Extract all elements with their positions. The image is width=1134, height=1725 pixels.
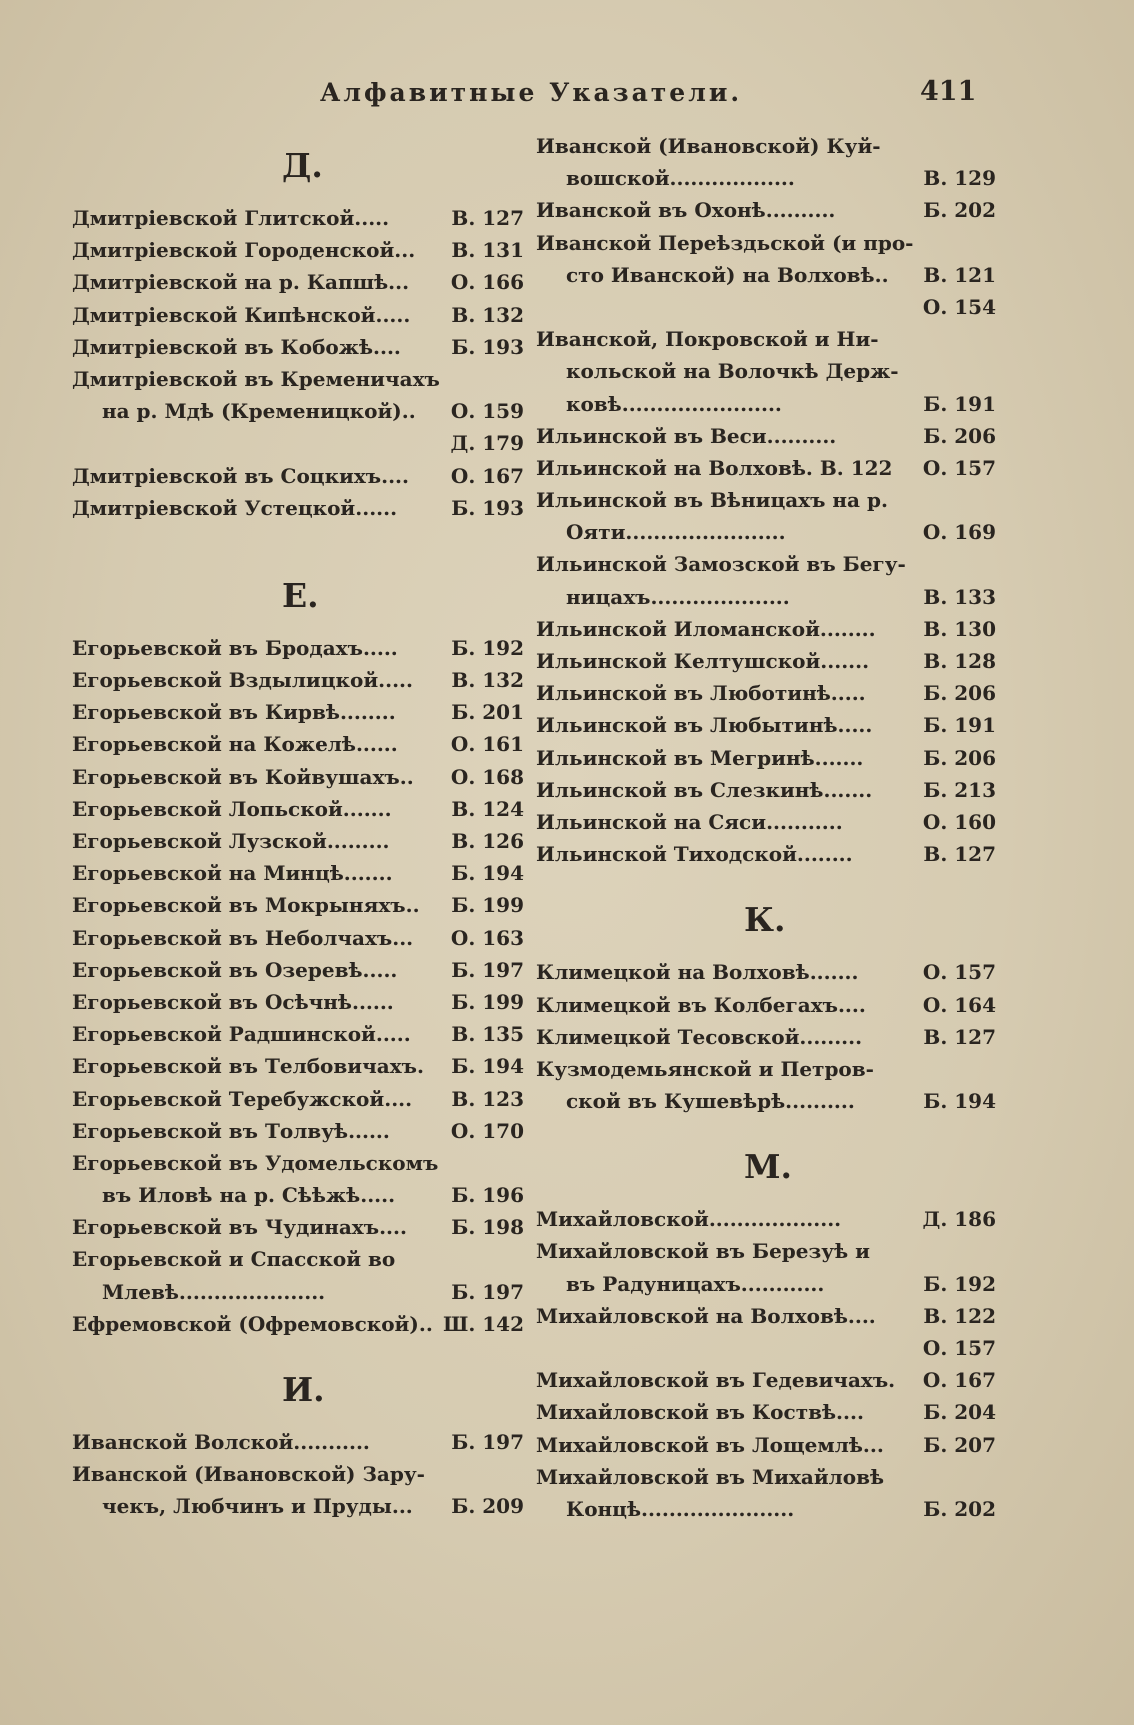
entry-text: Егорьевской въ Неболчахъ... [72, 925, 414, 950]
entry-text: Кузмодемьянской и Петров- [536, 1056, 874, 1081]
entry-text: кольской на Волочкѣ Держ- [566, 359, 899, 384]
index-entry [72, 492, 524, 524]
entry-reference: Б. 206 [923, 681, 996, 706]
index-entry [536, 484, 996, 516]
entry-reference: Ш. 142 [442, 1311, 524, 1336]
index-entry [536, 1085, 996, 1117]
entry-text: Ильинской въ Вѣницахъ на р. [536, 488, 888, 513]
entry-reference: Д. 186 [922, 1207, 996, 1232]
index-entry [72, 266, 524, 298]
entry-text: Егорьевской въ Бродахъ..... [72, 635, 398, 660]
entry-text: Дмитріевской на р. Капшѣ... [72, 270, 410, 295]
entry-reference: Б. 206 [923, 423, 996, 448]
left-column [72, 130, 524, 1523]
entry-reference: Б. 194 [451, 861, 524, 886]
entry-text: Дмитріевской въ Кобожѣ.... [72, 334, 401, 359]
entry-reference: В. 135 [451, 1022, 524, 1047]
entry-reference: Б. 199 [451, 893, 524, 918]
index-entry [72, 1243, 524, 1275]
section-letter: К. [744, 900, 786, 940]
index-entry [536, 452, 996, 484]
section-letter: Е. [282, 575, 319, 615]
entry-text: Егорьевской на Минцѣ....... [72, 861, 393, 886]
entry-reference: Б. 202 [923, 198, 996, 223]
entry-reference: В. 123 [451, 1086, 524, 1111]
entry-text: Егорьевской въ Чудинахъ.... [72, 1215, 407, 1240]
index-entry [72, 1147, 524, 1179]
entry-reference: В. 122 [923, 1303, 996, 1328]
section-letter: М. [744, 1147, 793, 1187]
entry-text: Иванской (Ивановской) Зару- [72, 1462, 425, 1487]
entry-text: Егорьевской Лопьской....... [72, 796, 392, 821]
entry-text: Егорьевской и Спасской во [72, 1247, 396, 1272]
entry-reference: О. 157 [922, 1336, 996, 1360]
index-entry [72, 1308, 524, 1340]
entry-reference: Б. 199 [451, 989, 524, 1014]
index-entry [536, 1268, 996, 1300]
entry-text: сто Иванской) на Волховѣ.. [566, 262, 889, 287]
entry-text: въ Иловѣ на р. Сѣѣжѣ..... [102, 1183, 396, 1208]
entry-reference: О. 154 [922, 294, 996, 319]
entry-text: Ильинской въ Слезкинѣ....... [536, 777, 873, 802]
index-entry [536, 548, 996, 580]
entry-reference: В. 128 [923, 649, 996, 673]
entry-text: Млевѣ..................... [102, 1279, 326, 1304]
entry-text: Ильинской Замозской въ Бегу- [536, 552, 906, 577]
entry-text: Ильинской Келтушской....... [536, 649, 870, 673]
index-entry [72, 696, 524, 728]
index-entry [72, 954, 524, 986]
entry-reference: О. 166 [450, 270, 524, 295]
entry-reference: Б. 194 [451, 1054, 524, 1079]
index-entry [72, 986, 524, 1018]
entry-text: Ильинской на Волховѣ. В. 122 [536, 455, 893, 480]
entry-text: ской въ Кушевѣрѣ.......... [566, 1089, 855, 1114]
index-entry [536, 709, 996, 741]
index-entry [536, 1461, 996, 1493]
entry-reference: О. 157 [922, 960, 996, 985]
entry-text: Иванской (Ивановской) Куй- [536, 134, 881, 158]
entry-reference: Б. 193 [451, 495, 524, 520]
entry-text: Ильинской въ Мегринѣ....... [536, 745, 864, 770]
entry-reference: В. 124 [451, 796, 524, 821]
entry-text: чекъ, Любчинъ и Пруды... [102, 1494, 413, 1519]
entry-reference: О. 160 [922, 809, 996, 834]
index-entry [72, 202, 524, 234]
entry-reference: Б. 194 [923, 1089, 996, 1114]
entry-text: Егорьевской Радшинской..... [72, 1022, 411, 1047]
index-entry [536, 677, 996, 709]
entry-text: Ильинской въ Веси.......... [536, 423, 837, 448]
index-entry [536, 956, 996, 988]
section-gap [72, 524, 524, 560]
entry-reference: О. 167 [922, 1368, 996, 1393]
entry-text: Михайловской................... [536, 1207, 842, 1232]
entry-text: Дмитріевской Глитской..... [72, 206, 390, 230]
index-entry [536, 1300, 996, 1332]
section-letter: И. [282, 1370, 325, 1409]
entry-text: Дмитріевской въ Кременичахъ [72, 366, 440, 391]
index-entry [72, 299, 524, 331]
index-entry [72, 395, 524, 427]
index-entry [536, 162, 996, 194]
index-entry [72, 825, 524, 857]
entry-reference: Б. 191 [923, 713, 996, 738]
section-letter-heading [72, 1354, 524, 1426]
index-entry [72, 1426, 524, 1458]
index-entry [536, 1364, 996, 1396]
index-entry [536, 355, 996, 387]
entry-reference: О. 164 [922, 992, 996, 1017]
index-entry [72, 1115, 524, 1147]
entry-text: Иванской Волской........... [72, 1430, 370, 1454]
entry-text: Егорьевской въ Койвушахъ.. [72, 764, 414, 789]
index-entry [536, 581, 996, 613]
index-entry [72, 1211, 524, 1243]
index-entry [536, 1429, 996, 1461]
entry-reference: Б. 209 [451, 1494, 524, 1519]
entry-text: Егорьевской Лузской......... [72, 829, 390, 853]
entry-text: Дмитріевской Кипѣнской..... [72, 302, 411, 327]
entry-text: Концѣ...................... [566, 1496, 795, 1521]
entry-reference: О. 163 [450, 925, 524, 950]
entry-reference: В. 127 [451, 206, 524, 230]
index-entry [536, 774, 996, 806]
entry-reference: В. 121 [923, 262, 996, 287]
index-entry [72, 857, 524, 889]
entry-text: Климецкой Тесовской......... [536, 1024, 863, 1049]
index-entry [536, 291, 996, 323]
entry-text: Ильинской въ Люботинѣ..... [536, 681, 866, 706]
entry-text: Михайловской въ Лощемлѣ... [536, 1432, 884, 1457]
index-entry [536, 1332, 996, 1364]
entry-text: въ Радуницахъ............ [566, 1271, 825, 1296]
entry-reference: Б. 201 [451, 700, 524, 725]
entry-text: Ильинской на Сяси........... [536, 809, 843, 834]
entry-reference: Б. 193 [451, 334, 524, 359]
entry-text: Михайловской въ Коствѣ.... [536, 1400, 864, 1425]
entry-reference: Б. 191 [923, 391, 996, 416]
section-gap [72, 1340, 524, 1354]
index-entry [536, 645, 996, 677]
index-entry [72, 331, 524, 363]
index-entry [72, 761, 524, 793]
entry-text: Ильинской Иломанской........ [536, 616, 876, 641]
entry-reference: Б. 197 [451, 1279, 524, 1304]
entry-reference: В. 130 [923, 616, 996, 641]
entry-text: Ояти....................... [566, 520, 786, 545]
entry-text: Михайловской въ Гедевичахъ. [536, 1368, 896, 1393]
entry-text: Ильинской въ Любытинѣ..... [536, 713, 873, 738]
entry-reference: В. 126 [451, 829, 524, 853]
entry-text: Михайловской на Волховѣ.... [536, 1303, 876, 1328]
entry-reference: Б. 207 [923, 1432, 996, 1457]
index-entry [536, 838, 996, 870]
entry-text: Михайловской въ Березуѣ и [536, 1239, 870, 1264]
entry-reference: Б. 192 [451, 635, 524, 660]
index-entry [536, 388, 996, 420]
index-entry [536, 420, 996, 452]
entry-reference: Б. 196 [451, 1183, 524, 1208]
index-entry [536, 194, 996, 226]
index-entry [72, 234, 524, 266]
entry-text: Иванской Переѣздьской (и про- [536, 230, 914, 255]
entry-reference: О. 161 [450, 732, 524, 757]
entry-reference: Б. 206 [923, 745, 996, 770]
index-entry [536, 1235, 996, 1267]
index-entry [72, 728, 524, 760]
entry-reference: Б. 192 [923, 1271, 996, 1296]
index-entry [72, 1490, 524, 1522]
index-entry [536, 613, 996, 645]
index-entry [72, 427, 524, 459]
entry-text: Егорьевской въ Кирвѣ........ [72, 700, 396, 725]
index-entry [536, 1396, 996, 1428]
entry-reference: В. 131 [451, 238, 524, 263]
entry-reference: В. 127 [923, 1024, 996, 1049]
index-entry [72, 793, 524, 825]
entry-text: Егорьевской въ Толвуѣ...... [72, 1118, 390, 1143]
entry-reference: В. 132 [451, 668, 524, 693]
entry-reference: Б. 197 [451, 957, 524, 982]
section-letter-heading [536, 884, 996, 956]
page-header [0, 78, 1134, 118]
index-entry [72, 460, 524, 492]
index-entry [72, 922, 524, 954]
index-entry [536, 259, 996, 291]
index-entry [72, 1050, 524, 1082]
index-entry [72, 1179, 524, 1211]
index-entry [72, 1018, 524, 1050]
entry-reference: Б. 202 [923, 1496, 996, 1521]
entry-text: на р. Мдѣ (Кременицкой).. [102, 399, 416, 424]
entry-reference: О. 167 [450, 463, 524, 488]
entry-reference: О. 169 [922, 520, 996, 545]
entry-text: ковѣ....................... [566, 391, 782, 416]
entry-reference: Д. 179 [450, 431, 524, 456]
entry-text: ницахъ.................... [566, 584, 790, 609]
index-entry [536, 1053, 996, 1085]
index-entry [536, 323, 996, 355]
entry-text: Егорьевской въ Мокрыняхъ.. [72, 893, 420, 918]
entry-text: Егорьевской въ Удомельскомъ [72, 1150, 439, 1175]
entry-reference: О. 157 [922, 455, 996, 480]
section-gap [536, 870, 996, 884]
entry-reference: Б. 198 [451, 1215, 524, 1240]
index-entry [536, 989, 996, 1021]
entry-text: Егорьевской въ Телбовичахъ. [72, 1054, 424, 1079]
entry-text: Ефремовской (Офремовской).. [72, 1311, 433, 1336]
index-entry [536, 1203, 996, 1235]
entry-reference: В. 133 [923, 584, 996, 609]
entry-reference: В. 127 [923, 842, 996, 867]
index-entry [536, 1021, 996, 1053]
entry-text: Дмитріевской Устецкой...... [72, 495, 398, 520]
entry-text: Ильинской Тиходской........ [536, 842, 853, 867]
entry-text: Иванской въ Охонѣ.......... [536, 198, 836, 223]
entry-text: Егорьевской въ Осѣчнѣ...... [72, 989, 394, 1014]
index-entry [536, 130, 996, 162]
entry-text: Михайловской въ Михайловѣ [536, 1464, 885, 1489]
entry-reference: В. 132 [451, 302, 524, 327]
entry-text: Климецкой на Волховѣ....... [536, 960, 859, 985]
section-letter-heading [536, 1131, 996, 1203]
index-entry [536, 742, 996, 774]
index-entry [536, 227, 996, 259]
entry-text: Егорьевской Теребужской.... [72, 1086, 413, 1111]
entry-reference: Б. 213 [923, 777, 996, 802]
entry-reference: В. 129 [923, 166, 996, 191]
index-entry [536, 806, 996, 838]
section-gap [536, 1117, 996, 1131]
entry-reference: Б. 197 [451, 1430, 524, 1454]
index-entry [72, 889, 524, 921]
entry-text: Егорьевской на Кожелѣ...... [72, 732, 398, 757]
index-entry [72, 363, 524, 395]
entry-text: Егорьевской Вздылицкой..... [72, 668, 413, 693]
entry-text: Дмитріевской Городенской... [72, 238, 416, 263]
section-letter-heading [72, 130, 524, 202]
entry-reference: О. 159 [450, 399, 524, 424]
entry-reference: О. 170 [450, 1118, 524, 1143]
index-entry [536, 516, 996, 548]
index-entry [536, 1493, 996, 1525]
entry-text: Егорьевской въ Озеревѣ..... [72, 957, 398, 982]
index-entry [72, 1083, 524, 1115]
entry-text: вошской.................. [566, 166, 795, 191]
entry-reference: О. 168 [450, 764, 524, 789]
section-letter: Д. [282, 146, 323, 185]
index-entry [72, 1458, 524, 1490]
entry-text: Дмитріевской въ Соцкихъ.... [72, 463, 409, 488]
section-letter-heading [72, 560, 524, 632]
right-column [536, 130, 996, 1525]
entry-text: Иванской, Покровской и Ни- [536, 327, 879, 352]
page-number: 411 [920, 76, 977, 107]
running-title: Алфавитные Указатели. [320, 78, 743, 107]
index-entry [72, 632, 524, 664]
entry-text: Климецкой въ Колбегахъ.... [536, 992, 866, 1017]
entry-reference: Б. 204 [923, 1400, 996, 1425]
index-entry [72, 1276, 524, 1308]
index-entry [72, 664, 524, 696]
